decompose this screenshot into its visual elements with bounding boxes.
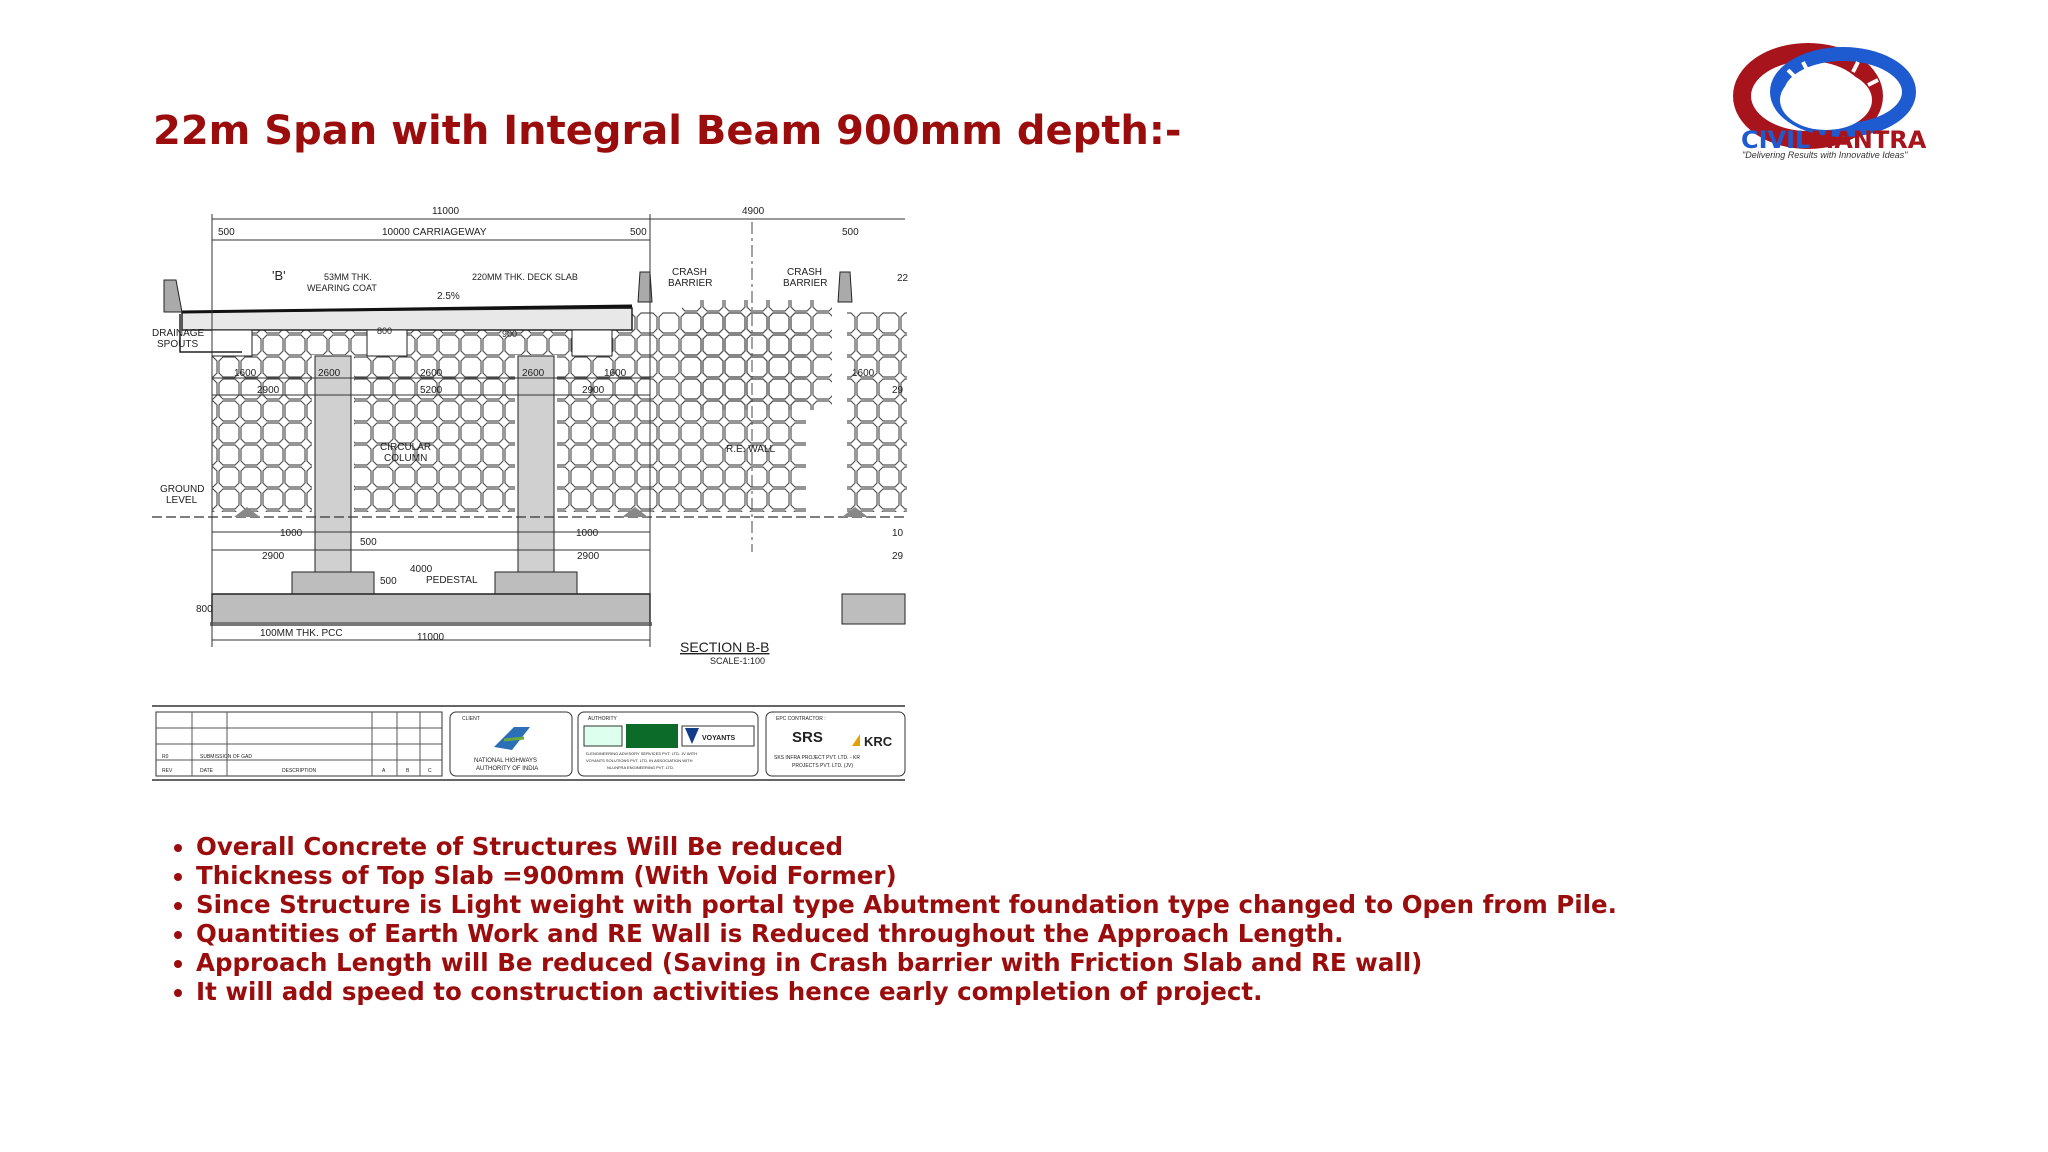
dim-900-slab: 900 bbox=[502, 329, 518, 339]
dim-800-vert: 800 bbox=[196, 604, 213, 615]
label-pcc: 100MM THK. PCC bbox=[260, 628, 343, 639]
tb-client-name-1: NATIONAL HIGHWAYS bbox=[474, 758, 538, 764]
label-deck-slab: 220MM THK. DECK SLAB bbox=[472, 272, 578, 282]
label-drainage-2: SPOUTS bbox=[157, 339, 199, 350]
list-item: • Quantities of Earth Work and RE Wall is Reduced throughout the Approach Length. bbox=[196, 919, 1617, 948]
footing-right-stub bbox=[842, 594, 905, 624]
tb-col-desc: DESCRIPTION bbox=[282, 768, 317, 774]
tb-authority-logo-text: VOYANTS bbox=[702, 735, 736, 742]
label-wearing-coat-2: WEARING COAT bbox=[307, 283, 377, 293]
section-title: SECTION B-B bbox=[680, 639, 770, 655]
dim-2900e: 2900 bbox=[577, 551, 600, 562]
pedestal-left bbox=[292, 572, 374, 594]
dim-11000-bottom: 11000 bbox=[417, 632, 445, 643]
dim-22-edge: 22 bbox=[897, 273, 909, 284]
tb-authority-text-1: D-ENGINEERING ADVISORY SERVICES PVT. LTD. JV WITH bbox=[586, 751, 698, 756]
dim-2900a: 2900 bbox=[257, 385, 280, 396]
tb-authority-label: AUTHORITY bbox=[588, 716, 617, 722]
crash-barrier-right bbox=[838, 272, 852, 302]
dim-5200: 5200 bbox=[420, 385, 443, 396]
authority-logo-2 bbox=[626, 724, 678, 748]
tb-rev-row: R0 bbox=[162, 754, 169, 760]
slide-title: 22m Span with Integral Beam 900mm depth:- bbox=[153, 108, 1182, 154]
tb-col-c: C bbox=[428, 768, 432, 774]
tb-col-b: B bbox=[406, 768, 410, 774]
dim-500-mid: 500 bbox=[630, 227, 647, 238]
tb-epc-text-2: PROJECTS PVT. LTD. (JV) bbox=[792, 763, 854, 769]
benefits-list bbox=[170, 832, 1617, 1006]
label-ground-1: GROUND bbox=[160, 484, 205, 495]
dim-2900b: 2900 bbox=[582, 385, 605, 396]
dim-500b: 500 bbox=[380, 576, 397, 587]
authority-logo-1 bbox=[584, 726, 622, 746]
tb-authority-text-3: NU-INFRA ENGINEERING PVT. LTD. bbox=[607, 765, 675, 770]
tb-epc-logo-2: KRC bbox=[864, 734, 893, 749]
dim-1000a: 1000 bbox=[280, 528, 303, 539]
dim-1600b: 1600 bbox=[604, 368, 627, 379]
tb-col-date: DATE bbox=[200, 768, 213, 774]
label-wearing-coat-1: 53MM THK. bbox=[324, 272, 372, 282]
dim-500a: 500 bbox=[360, 537, 377, 548]
crash-barrier-left bbox=[164, 280, 182, 312]
label-pedestal: PEDESTAL bbox=[426, 575, 478, 586]
dim-2600c: 2600 bbox=[522, 368, 545, 379]
list-item: • It will add speed to construction activities hence early completion of project. bbox=[196, 977, 1617, 1006]
section-mark: 'B' bbox=[272, 268, 286, 283]
section-scale: SCALE-1:100 bbox=[710, 656, 766, 666]
dim-1600c: 1600 bbox=[852, 368, 875, 379]
dim-carriageway: 10000 CARRIAGEWAY bbox=[382, 227, 487, 238]
dim-800-slab: 800 bbox=[377, 326, 393, 336]
list-item: • Since Structure is Light weight with portal type Abutment foundation type changed to Open from Pile. bbox=[196, 890, 1617, 919]
dim-2900c: 29 bbox=[892, 385, 904, 396]
label-crash-barrier-2a: CRASH bbox=[787, 267, 823, 278]
section-drawing bbox=[152, 202, 909, 782]
dim-4000: 4000 bbox=[410, 564, 433, 575]
pedestal-right bbox=[495, 572, 577, 594]
label-ground-2: LEVEL bbox=[166, 495, 198, 506]
logo-tagline: "Delivering Results with Innovative Ideas" bbox=[1742, 150, 1908, 160]
label-slope: 2.5% bbox=[437, 291, 460, 302]
open-footing bbox=[212, 594, 650, 624]
re-wall-panels-right bbox=[847, 312, 907, 512]
label-crash-barrier-1b: BARRIER bbox=[668, 278, 713, 289]
list-item: • Thickness of Top Slab =900mm (With Void Former) bbox=[196, 861, 1617, 890]
label-re-wall: R.E. WALL bbox=[726, 444, 776, 455]
label-crash-barrier-2b: BARRIER bbox=[783, 278, 828, 289]
tb-rev-date: SUBMISSION OF GAD bbox=[200, 754, 252, 760]
list-item: • Approach Length will Be reduced (Saving in Crash barrier with Friction Slab and RE wall) bbox=[196, 948, 1617, 977]
tb-epc-label: EPC CONTRACTOR : bbox=[776, 716, 826, 722]
tb-client-name-2: AUTHORITY OF INDIA bbox=[476, 766, 539, 772]
tb-authority-text-2: VOYANTS SOLUTIONS PVT. LTD. IN ASSOCIATION WITH bbox=[586, 758, 693, 763]
dim-2600b: 2600 bbox=[420, 368, 443, 379]
re-wall-panels-middle bbox=[682, 300, 832, 410]
dim-1600a: 1600 bbox=[234, 368, 257, 379]
tb-epc-logo-1: SRS bbox=[792, 729, 823, 746]
label-circular-1: CIRCULAR bbox=[380, 442, 432, 453]
label-drainage-1: DRAINAGE bbox=[152, 328, 205, 339]
tb-epc-text-1: SKS INFRA PROJECT PVT. LTD. - KR bbox=[774, 755, 860, 761]
pcc-layer bbox=[210, 622, 652, 626]
tb-col-a: A bbox=[382, 768, 386, 774]
dim-2900f: 29 bbox=[892, 551, 904, 562]
dim-2900d: 2900 bbox=[262, 551, 285, 562]
label-circular-2: COLUMN bbox=[384, 453, 428, 464]
title-block bbox=[152, 706, 905, 780]
tb-client-label: CLIENT bbox=[462, 716, 480, 722]
list-item: • Overall Concrete of Structures Will Be reduced bbox=[196, 832, 1617, 861]
label-crash-barrier-1a: CRASH bbox=[672, 267, 708, 278]
dim-2600a: 2600 bbox=[318, 368, 341, 379]
dim-500-right: 500 bbox=[842, 227, 859, 238]
tb-col-rev: REV bbox=[162, 768, 173, 774]
dim-500-left: 500 bbox=[218, 227, 235, 238]
logo-word-mantra: MANTRA bbox=[1810, 126, 1927, 154]
dim-11000-top: 11000 bbox=[432, 206, 460, 217]
dim-4900: 4900 bbox=[742, 206, 765, 217]
dim-1000c: 10 bbox=[892, 528, 904, 539]
logo-word-civil: CIVIL bbox=[1741, 126, 1811, 154]
dim-1000b: 1000 bbox=[576, 528, 599, 539]
